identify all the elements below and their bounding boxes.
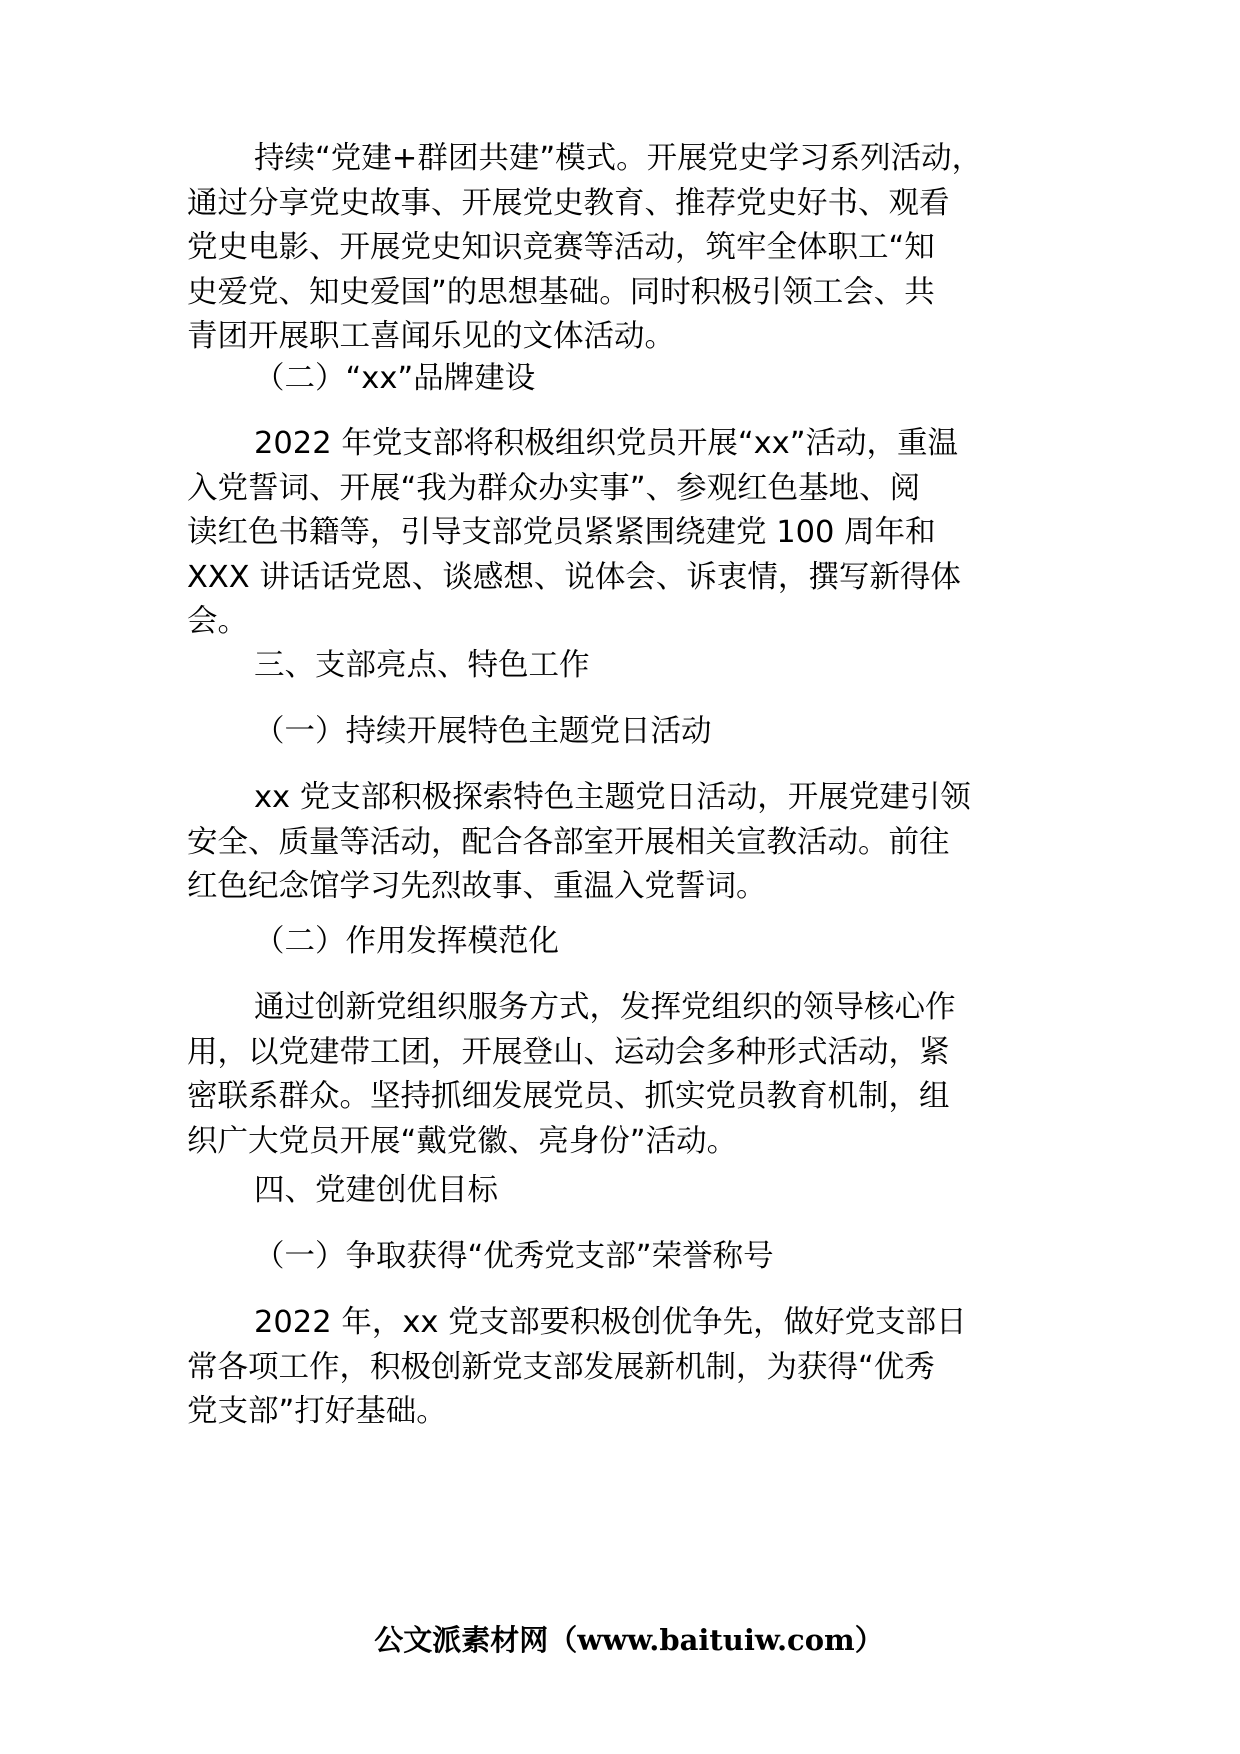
text-line: 安全、质量等活动，配合各部室开展相关宣教活动。前往	[187, 824, 950, 860]
text-line: 通过创新党组织服务方式，发挥党组织的领导核心作	[254, 990, 956, 1025]
text-line: 密联系群众。坚持抓细发展党员、抓实党员教育机制，组	[187, 1079, 950, 1114]
text-line: 常各项工作，积极创新党支部发展新机制，为获得“优秀	[187, 1349, 935, 1385]
paragraph-2022-activities	[187, 422, 1087, 645]
heading-text: （二）作用发挥模范化	[254, 924, 559, 959]
text-line: 会。	[187, 604, 248, 639]
paragraph-excellent-branch	[187, 1301, 1087, 1435]
heading-excellent-branch	[187, 1235, 1087, 1280]
text-line: xx 党支部积极探索特色主题党日活动，开展党建引领	[254, 780, 971, 815]
text-line: 青团开展职工喜闻乐见的文体活动。	[187, 319, 675, 354]
text-line: 持续“党建+群团共建”模式。开展党史学习系列活动，	[254, 141, 983, 176]
text-line: 党史电影、开展党史知识竞赛等活动，筑牢全体职工“知	[187, 230, 935, 265]
heading-text: 三、支部亮点、特色工作	[254, 648, 590, 683]
heading-brand-building	[187, 357, 1087, 402]
heading-role-model	[187, 920, 1087, 965]
heading-theme-day	[187, 710, 1087, 755]
text-line: 读红色书籍等，引导支部党员紧紧围绕建党 100 周年和	[187, 515, 936, 550]
heading-text: （一）持续开展特色主题党日活动	[254, 714, 712, 749]
paragraph-party-building-mode	[187, 137, 1087, 360]
text-line: 2022 年，xx 党支部要积极创优争先，做好党支部日	[254, 1305, 967, 1340]
paragraph-role-model	[187, 986, 1087, 1164]
text-line: 党支部”打好基础。	[187, 1394, 447, 1429]
text-line: 2022 年党支部将积极组织党员开展“xx”活动，重温	[254, 426, 959, 461]
heading-text: 四、党建创优目标	[254, 1173, 498, 1208]
text-line: 通过分享党史故事、开展党史教育、推荐党史好书、观看	[187, 185, 950, 221]
heading-text: （一）争取获得“优秀党支部”荣誉称号	[254, 1239, 774, 1274]
heading-section-three	[187, 644, 1087, 689]
text-line: 红色纪念馆学习先烈故事、重温入党誓词。	[187, 869, 767, 904]
text-line: 入党誓词、开展“我为群众办实事”、参观红色基地、阅	[187, 470, 921, 506]
text-line: 用，以党建带工团，开展登山、运动会多种形式活动，紧	[187, 1034, 950, 1070]
heading-text: （二）“xx”品牌建设	[254, 361, 536, 396]
text-line: 织广大党员开展“戴党徽、亮身份”活动。	[187, 1123, 738, 1159]
footer-source: 公文派素材网（www.baituiw.com）	[374, 1623, 884, 1657]
heading-section-four	[187, 1169, 1087, 1214]
paragraph-theme-day	[187, 776, 1087, 910]
text-line: 史爱党、知史爱国”的思想基础。同时积极引领工会、共	[187, 274, 935, 310]
text-line: XXX 讲话话党恩、谈感想、说体会、诉衷情，撰写新得体	[187, 559, 961, 595]
